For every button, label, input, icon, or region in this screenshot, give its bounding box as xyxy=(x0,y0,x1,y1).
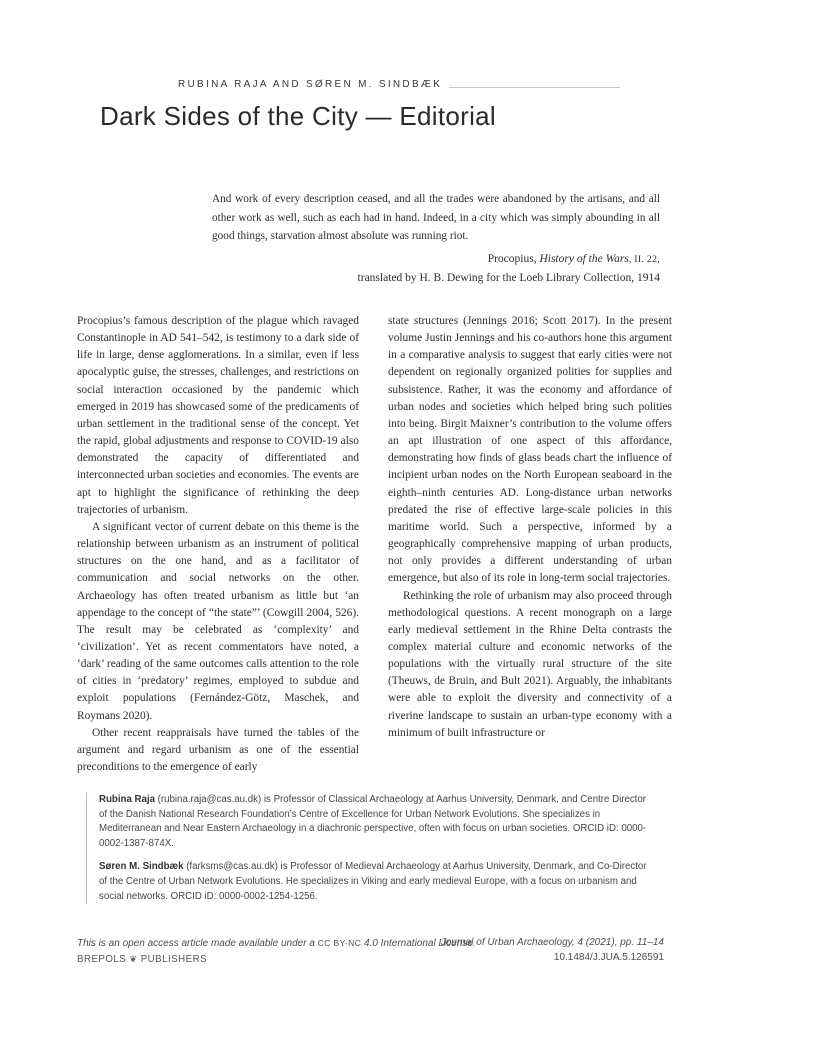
epigraph-quote: And work of every description ceased, and all the trades were abandoned by the artisans, and all other work as well, such as each had in hand. Indeed, in a city which was simply abounding in all good things, starvation almost absolute was running riot. xyxy=(212,193,660,242)
bio-author-name: Søren M. Sindbæk xyxy=(99,861,184,873)
body-paragraph: A significant vector of current debate on this theme is the relationship between urbanism as an instrument of political structures on the one hand, and as a facilitator of communication and social networks on the other. Archaeology has often treated urbanism as little but ‘an appendage to the concept of “the state”’ (Cowgill 2004, 526). The result may be celebrated as ‘complexity’ and ‘civilization’. Yet as recent commentators have noted, a ‘dark’ reading of the same outcomes calls attention to the role of cities in ‘predatory’ regimes, employed to subdue and exploit populations (Fernández-Götz, Maschek, and Roymans 2020). xyxy=(77,520,359,722)
epigraph-attribution xyxy=(212,250,660,287)
publisher-line xyxy=(77,952,476,968)
license-line xyxy=(77,936,476,952)
body-right-column xyxy=(388,313,672,794)
publisher-publishers: PUBLISHERS xyxy=(140,953,208,965)
body-left-column xyxy=(77,313,359,794)
journal-citation-rest: , 4 (2021), pp. 11–14 xyxy=(571,937,664,948)
publisher-brepols: BREPOLS xyxy=(77,953,127,965)
author-bios-block xyxy=(86,793,656,904)
body-paragraph: Other recent reappraisals have turned the tables of the argument and regard urbanism as one of the essential preconditions to the emergence of early xyxy=(77,726,359,774)
license-cc-badge: CC BY-NC xyxy=(317,938,362,948)
header-rule xyxy=(449,87,620,88)
license-text-post: 4.0 International License. xyxy=(361,938,476,949)
attribution-work-title: History of the Wars xyxy=(539,253,629,265)
footer-right xyxy=(441,936,664,965)
journal-title: Journal of Urban Archaeology xyxy=(440,937,572,948)
footer-left xyxy=(77,936,476,967)
attribution-line-1 xyxy=(212,250,660,269)
bio-soren-sindbaek xyxy=(99,860,656,904)
article-title: Dark Sides of the City — Editorial xyxy=(100,101,497,131)
bio-rubina-raja xyxy=(99,793,656,851)
publisher-mark-icon: ❦ xyxy=(129,953,138,964)
attribution-line-2: translated by H. B. Dewing for the Loeb Library Collection, 1914 xyxy=(357,272,660,284)
bio-text: (rubina.raja@cas.au.dk) is Professor of Classical Archaeology at Aarhus University, Denmark, and Centre Director of the Danish National Research Foundation’s Centre of Excellence for Urban Network Evolutions. She specializes in Mediterranean and Near Eastern Archaeology in a diachronic perspective, often with focus on urban societies. ORCID iD: 0000-0002-1387-874X. xyxy=(99,794,647,849)
body-paragraph: state structures (Jennings 2016; Scott 2017). In the present volume Justin Jennings and his co-authors hone this argument in a comparative analysis to suggest that early cities were not dependent on regionally organized polities for supplies and subsistence. Rather, it was the economy and affordance of urban nodes and societies which helped bring such polities into being. Birgit Maixner’s contribution to the volume offers an apt illustration of one aspect of this affordance, demonstrating how finds of glass beads chart the influence of incipient urban nodes on the North European seaboard in the eighth–ninth centuries AD. Long-distance urban networks predated the rise of effective large-scale policies in this maritime world. Such a perspective, informed by a geographically comprehensive mapping of urban products, not only provides a different understanding of urban emergence, but also of its role in long-term social trajectories. xyxy=(388,315,672,585)
doi: 10.1484/J.JUA.5.126591 xyxy=(553,951,664,963)
body-paragraph: Rethinking the role of urbanism may also proceed through methodological questions. A recent monograph on a large early medieval settlement in the Rhine Delta contrasts the complex material culture and economic networks of the populations with the virtually rural structure of the site (Theuws, de Bruin, and Bult 2021). Arguably, the inhabitants were able to exploit the diversity and connectivity of a riverine landscape to sustain an urban-type economy with a minimum of built infrastructure or xyxy=(388,589,672,739)
attribution-author: Procopius, xyxy=(487,253,540,265)
journal-citation xyxy=(441,936,664,951)
author-names: RUBINA RAJA AND SØREN M. SINDBÆK xyxy=(178,79,443,90)
body-paragraph: Procopius’s famous description of the plague which ravaged Constantinople in AD 541–542, is testimony to a dark side of life in large, dense agglomerations. In a similar, even if less apocalyptic guise, the stresses, challenges, and restrictions on social interaction occasioned by the pandemic which emerged in 2019 has showcased some of the predicaments of urban settlement in the traditional sense of the concept. Yet the rapid, global adjustments and response to COVID-19 also demonstrated the capacity of differentiated and interconnected urban societies and economies. The events are apt to highlight the significance of rethinking the deep trajectories of urbanism. xyxy=(77,315,359,516)
bio-text: (farksms@cas.au.dk) is Professor of Medieval Archaeology at Aarhus University, Denmark, and Co-Director of the Centre of Urban Network Evolutions. He specializes in Viking and early medieval Europe, with a focus on urbanism and social networks. ORCID iD: 0000-0002-1254-1256. xyxy=(99,861,647,902)
bio-author-name: Rubina Raja xyxy=(99,794,155,805)
attribution-locus: , II. 22, xyxy=(628,254,660,265)
license-text-pre: This is an open access article made available under a xyxy=(77,938,318,949)
